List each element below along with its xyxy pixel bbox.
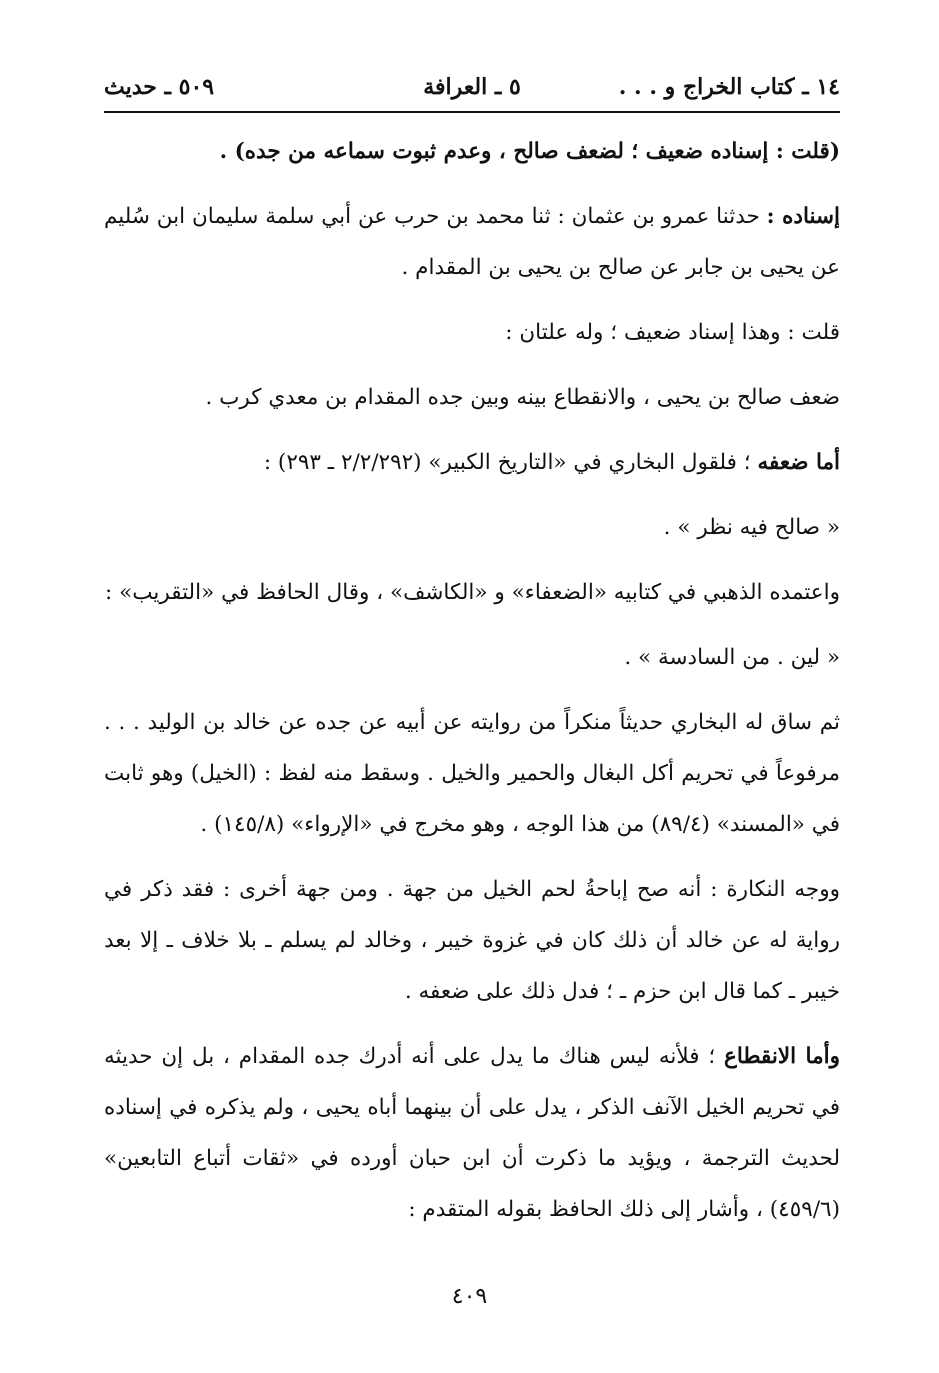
paragraph-dhahabi <box>104 567 840 618</box>
paragraph-verdict <box>104 126 840 177</box>
paragraph-text: قلت : وهذا إسناد ضعيف ؛ وله علتان : <box>505 320 840 345</box>
paragraph-defects-list <box>104 372 840 423</box>
paragraph-text: ثم ساق له البخاري حديثاً منكراً من روايته عن أبيه عن جده عن خالد بن الوليد . . . مرفوعاً في تحريم أكل البغال والحمير والخيل . وسقط منه لفظ : (الخيل) وهو ثابت في «المسند» (٨٩/٤) من هذا الوجه ، وهو مخرج في «الإرواء» (١٤٥/٨) . <box>104 710 840 837</box>
page-body <box>104 126 840 1249</box>
paragraph-text: ؛ فلقول البخاري في «التاريخ الكبير» (٢/٢/٢٩٢ ـ ٢٩٣) : <box>263 450 758 475</box>
header-chapter: ١٤ ـ كتاب الخراج و . . . <box>618 74 840 100</box>
paragraph-text: حدثنا عمرو بن عثمان : ثنا محمد بن حرب عن أبي سلمة سليمان ابن سُليم عن يحيى بن جابر عن صالح بن يحيى بن المقدام . <box>104 204 840 280</box>
paragraph-lead: أما ضعفه <box>757 450 840 475</box>
paragraph-text: ضعف صالح بن يحيى ، والانقطاع بينه وبين جده المقدام بن معدي كرب . <box>205 385 840 410</box>
paragraph-text: واعتمده الذهبي في كتابيه «الضعفاء» و «الكاشف» ، وقال الحافظ في «التقريب» : <box>105 580 840 605</box>
paragraph-text: ؛ فلأنه ليس هناك ما يدل على أنه أدرك جده المقدام ، بل إن حديثه في تحريم الخيل الآنف الذكر ، يدل على أن بينهما أباه يحيى ، ولم يذكره في إسناده لحديث الترجمة ، ويؤيد ما ذكرت أن ابن حبان أورده في «ثقات أتباع التابعين» (٤٥٩/٦) ، وأشار إلى ذلك الحافظ بقوله المتقدم : <box>104 1044 840 1222</box>
header-rule <box>104 111 840 113</box>
paragraph-two-defects <box>104 307 840 358</box>
paragraph-lead: إسناده : <box>766 204 840 229</box>
paragraph-nakara <box>104 864 840 1017</box>
paragraph-quote-taqrib <box>104 632 840 683</box>
page-number: ٤٠٩ <box>451 1284 488 1309</box>
header-hadith-number: ٥٠٩ ـ حديث <box>104 74 215 100</box>
paragraph-text: « صالح فيه نظر » . <box>663 515 840 540</box>
paragraph-quote-bukhari <box>104 502 840 553</box>
header-section: ٥ ـ العرافة <box>423 74 521 100</box>
paragraph-text: ووجه النكارة : أنه صح إباحةُ لحم الخيل من جهة . ومن جهة أخرى : فقد ذكر في رواية له عن خالد أن ذلك كان في غزوة خيبر ، وخالد لم يسلم ـ بلا خلاف ـ إلا بعد خيبر ـ كما قال ابن حزم ـ ؛ فدل ذلك على ضعفه . <box>104 877 840 1004</box>
paragraph-weakness <box>104 437 840 488</box>
paragraph-lead: وأما الانقطاع <box>723 1044 840 1069</box>
paragraph-isnad <box>104 191 840 293</box>
paragraph-text: « لين . من السادسة » . <box>624 645 840 670</box>
running-header <box>104 70 840 108</box>
paragraph-munkar-hadith <box>104 697 840 850</box>
paragraph-inqita <box>104 1031 840 1235</box>
paragraph-text: (قلت : إسناده ضعيف ؛ لضعف صالح ، وعدم ثبوت سماعه من جده) . <box>219 139 840 164</box>
